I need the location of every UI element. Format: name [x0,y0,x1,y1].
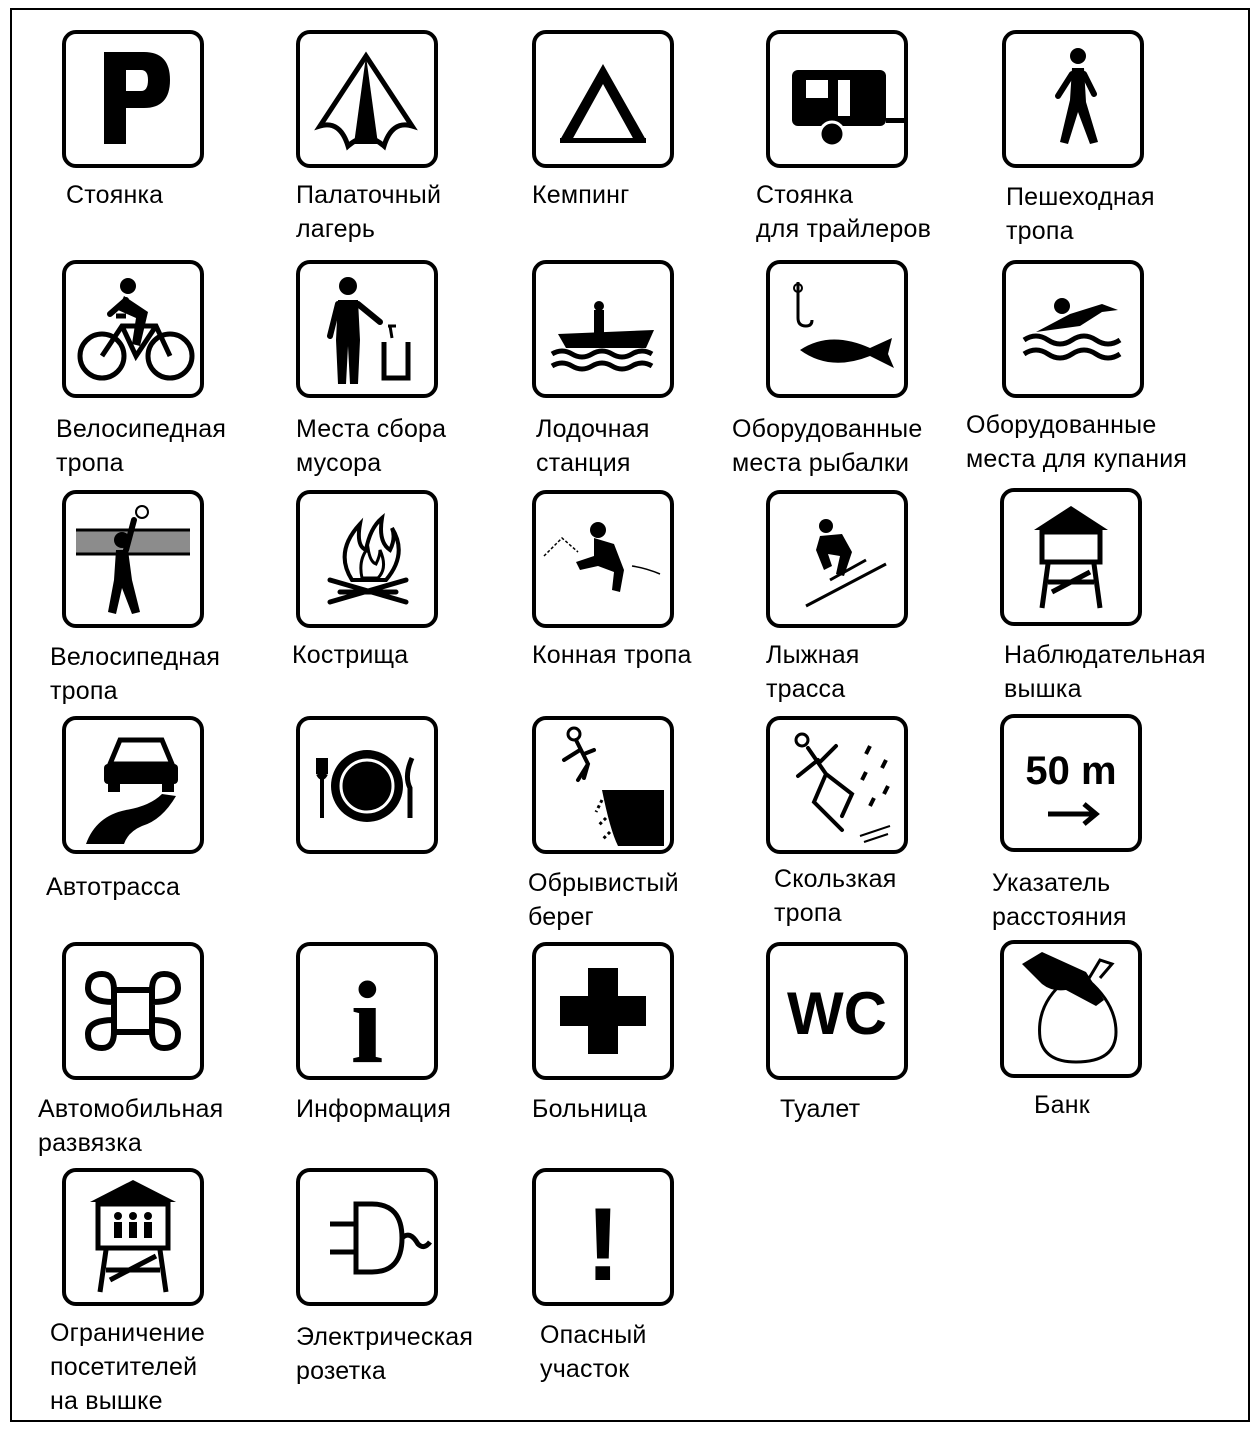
danger-icon [536,1172,670,1302]
camping-icon [536,34,670,164]
sign-label: Ограничение посетителей на вышке [50,1319,205,1415]
sign-horse-trail [532,490,674,628]
sign-label: Лодочная станция [536,415,650,477]
sign-skiing [766,490,908,628]
sign-trailer [766,30,908,168]
sign-label: Скользкая тропа [774,865,897,927]
fishing-icon [770,264,904,394]
sign-danger [532,1168,674,1306]
sign-bank [1000,940,1142,1078]
sign-label: Кострища [292,641,409,669]
tower-limit-icon [66,1172,200,1302]
danger-text: ! [585,1187,621,1302]
sign-label: Пешеходная тропа [1006,183,1155,245]
sign-label: Банк [1034,1091,1090,1119]
sign-label: Стоянка для трайлеров [756,181,932,243]
restaurant-icon [300,720,434,850]
sign-label: Велосипедная тропа [50,643,221,705]
info-text: i [350,957,384,1076]
sign-camping [532,30,674,168]
interchange-icon [66,946,200,1076]
sign-pedestrian [1002,30,1144,168]
car-road-icon [66,720,200,850]
sign-label: Больница [532,1095,647,1123]
litter-icon [300,264,434,394]
sign-label: Туалет [780,1095,861,1123]
info-icon [300,946,434,1076]
sign-hospital [532,942,674,1080]
tent-icon [300,34,434,164]
sign-cliff [532,716,674,854]
sign-label: Наблюдательная вышка [1004,641,1206,703]
horse-trail-icon [536,494,670,624]
campfire-icon [300,494,434,624]
sign-label: Электрическая розетка [296,1323,474,1385]
sign-parking [62,30,204,168]
sign-info [296,942,438,1080]
sign-label: Стоянка [66,181,164,209]
distance-arrow-icon [1004,718,1138,848]
sign-tent [296,30,438,168]
sign-label: Конная тропа [532,641,692,669]
sign-label: Указатель расстояния [992,869,1127,931]
sign-restaurant [296,716,438,854]
sign-label: Обрывистый берег [528,869,679,931]
sign-wc [766,942,908,1080]
distance-text: 50 m [1025,749,1117,793]
skiing-icon [770,494,904,624]
sign-label: Палаточный лагерь [296,181,442,243]
sign-label: Лыжная трасса [766,641,860,703]
sign-tower-limit [62,1168,204,1306]
sign-label: Оборудованные места для купания [966,411,1188,473]
sign-label: Кемпинг [532,181,630,209]
electric-socket-icon [300,1172,434,1302]
sign-label: Места сбора мусора [296,415,447,477]
swimming-icon [1006,264,1140,394]
slippery-icon [770,720,904,850]
hospital-cross-icon [536,946,670,1076]
bank-icon [1004,944,1138,1074]
sign-label: Автотрасса [46,873,181,901]
sign-watchtower [1000,488,1142,626]
bicycle-icon [66,264,200,394]
sign-distance [1000,714,1142,852]
watchtower-icon [1004,492,1138,622]
sign-socket [296,1168,438,1306]
sign-label: Оборудованные места рыбалки [732,415,923,477]
sign-label: Велосипедная тропа [56,415,227,477]
cliff-icon [536,720,670,850]
sign-swimming [1002,260,1144,398]
trailer-icon [770,34,904,164]
sign-campfire [296,490,438,628]
sign-slippery [766,716,908,854]
sign-litter [296,260,438,398]
sign-fishing [766,260,908,398]
sign-boat [532,260,674,398]
sign-volleyball [62,490,204,628]
volleyball-icon [66,494,200,624]
sign-label: Информация [296,1095,452,1123]
boat-icon [536,264,670,394]
sign-interchange [62,942,204,1080]
wc-text: WC [787,980,887,1047]
sign-car-road [62,716,204,854]
sign-label: Опасный участок [540,1321,647,1383]
parking-icon [66,34,200,164]
pedestrian-icon [1006,34,1140,164]
sign-label: Автомобильная развязка [38,1095,224,1157]
wc-icon [770,946,904,1076]
sign-bicycle [62,260,204,398]
